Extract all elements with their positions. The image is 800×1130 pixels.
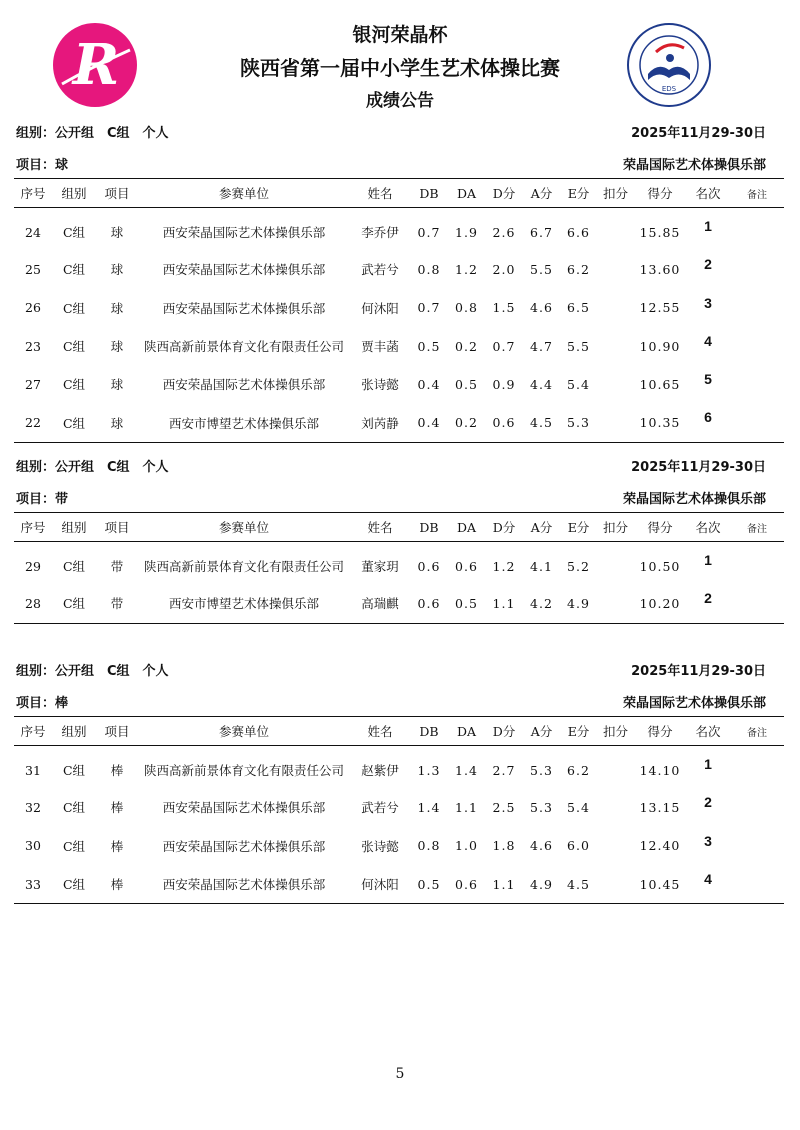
col-group: C组 [52, 403, 96, 442]
col-e: 5.5 [567, 338, 590, 354]
col-name: 张诗懿 [361, 838, 399, 854]
col-rank: 2 [704, 256, 712, 273]
col-db: 0.6 [410, 584, 448, 623]
column-header: 姓名 [350, 717, 410, 746]
column-header: 组别 [52, 513, 96, 542]
table-row [14, 746, 784, 789]
column-header: 名次 [686, 513, 730, 542]
column-header: 序号 [14, 717, 52, 746]
col-db: 0.6 [417, 558, 441, 574]
col-rank: 4 [704, 332, 712, 349]
col-a: 4.5 [523, 403, 560, 442]
col-name: 赵紫伊 [361, 763, 399, 779]
col-group: C组 [62, 262, 86, 278]
col-item: 带 [96, 584, 138, 623]
col-rank: 5 [704, 371, 712, 388]
column-header: 参赛单位 [138, 179, 350, 208]
col-no: 22 [14, 403, 52, 442]
col-d: 2.7 [492, 762, 516, 778]
section-meta [14, 448, 784, 480]
results-section-clubs [14, 652, 784, 904]
col-unit: 西安荣晶国际艺术体操俱乐部 [162, 800, 326, 816]
col-e: 5.4 [567, 799, 590, 815]
col-score: 12.55 [639, 300, 681, 316]
col-deduction [597, 327, 634, 365]
col-group: C组 [52, 584, 96, 623]
col-name: 刘芮静 [350, 403, 410, 442]
col-item: 棒 [110, 838, 124, 854]
col-name: 董家玥 [361, 559, 399, 575]
section-meta [14, 652, 784, 684]
col-score: 10.35 [634, 403, 686, 442]
col-rank: 3 [704, 832, 712, 849]
col-no: 30 [25, 838, 41, 854]
col-a: 5.3 [530, 799, 553, 815]
col-deduction [597, 746, 634, 789]
col-name: 武若兮 [361, 262, 399, 278]
organizer-label: 荣晶国际艺术体操俱乐部 [622, 696, 766, 711]
table-row [14, 865, 784, 904]
column-header: DB [410, 717, 448, 746]
column-header: 得分 [634, 179, 686, 208]
col-unit: 陕西高新前景体育文化有限责任公司 [143, 339, 344, 355]
col-da: 1.0 [455, 838, 478, 854]
col-unit: 陕西高新前景体育文化有限责任公司 [143, 559, 344, 575]
col-d: 0.7 [492, 338, 516, 354]
section-meta-event [14, 146, 784, 178]
col-rank: 2 [686, 584, 730, 623]
col-group: C组 [62, 800, 86, 816]
col-group: C组 [62, 838, 86, 854]
column-header: 备注 [730, 717, 784, 746]
date-label: 2025年11月29-30日 [631, 460, 766, 475]
col-unit: 西安荣晶国际艺术体操俱乐部 [162, 377, 326, 393]
col-no: 25 [25, 261, 41, 277]
col-note [730, 746, 784, 789]
col-unit: 西安市博望艺术体操俱乐部 [138, 403, 350, 442]
logo-right-text: EDS [661, 85, 677, 93]
section-meta-event [14, 684, 784, 716]
col-name: 何沐阳 [350, 865, 410, 904]
col-d: 1.1 [485, 865, 523, 904]
col-unit: 西安市博望艺术体操俱乐部 [138, 584, 350, 623]
section-meta-event [14, 480, 784, 512]
col-item: 棒 [110, 763, 124, 779]
column-header: DB [410, 179, 448, 208]
organizer-label: 荣晶国际艺术体操俱乐部 [622, 158, 766, 173]
column-header: A分 [523, 717, 560, 746]
table-row [14, 289, 784, 327]
column-header: 项目 [96, 513, 138, 542]
col-group: C组 [62, 300, 86, 316]
column-header: 扣分 [597, 513, 634, 542]
col-deduction [597, 365, 634, 403]
col-score: 14.10 [639, 762, 681, 778]
results-table [14, 178, 784, 443]
table-row [14, 403, 784, 442]
col-rank: 1 [704, 552, 712, 568]
col-e: 5.2 [567, 558, 590, 574]
column-header: 项目 [96, 717, 138, 746]
col-note [730, 250, 784, 288]
column-header: E分 [560, 179, 597, 208]
col-da: 0.2 [455, 338, 478, 354]
col-no: 33 [14, 865, 52, 904]
col-note [730, 289, 784, 327]
col-db: 0.7 [417, 224, 441, 240]
results-table [14, 716, 784, 904]
col-unit: 陕西高新前景体育文化有限责任公司 [143, 763, 344, 779]
col-name: 武若兮 [361, 800, 399, 816]
col-score: 10.45 [634, 865, 686, 904]
table-row [14, 250, 784, 288]
column-header: E分 [560, 513, 597, 542]
col-a: 4.7 [530, 338, 553, 354]
col-item: 球 [110, 225, 124, 241]
col-db: 0.8 [417, 261, 441, 277]
col-score: 10.50 [639, 558, 681, 574]
title-competition: 陕西省第一届中小学生艺术体操比赛 [240, 56, 560, 80]
results-table [14, 512, 784, 624]
column-header: 组别 [52, 179, 96, 208]
col-note [730, 584, 784, 623]
col-da: 0.5 [448, 584, 485, 623]
column-header: 参赛单位 [138, 717, 350, 746]
col-no: 23 [25, 338, 41, 354]
group-label: 组别：公开组 C组 个人 [16, 664, 169, 679]
col-da: 0.8 [455, 300, 478, 316]
col-da: 1.2 [455, 261, 478, 277]
col-unit: 西安荣晶国际艺术体操俱乐部 [162, 300, 326, 316]
col-name: 何沐阳 [361, 300, 399, 316]
col-rank: 1 [704, 756, 712, 772]
col-group: C组 [62, 559, 86, 575]
col-d: 1.5 [492, 300, 516, 316]
table-row [14, 827, 784, 865]
column-header: 项目 [96, 179, 138, 208]
event-label: 项目：球 [16, 158, 69, 173]
table-row [14, 788, 784, 826]
col-e: 5.4 [567, 376, 590, 392]
column-header: A分 [523, 179, 560, 208]
col-no: 26 [25, 300, 41, 316]
column-header: A分 [523, 513, 560, 542]
col-db: 0.5 [410, 865, 448, 904]
col-e: 6.2 [567, 762, 590, 778]
table-header-row [14, 717, 784, 746]
col-group: C组 [62, 763, 86, 779]
column-header: DB [410, 513, 448, 542]
col-d: 2.5 [492, 799, 516, 815]
col-d: 0.6 [485, 403, 523, 442]
table-header-row [14, 513, 784, 542]
col-a: 4.2 [523, 584, 560, 623]
col-unit: 西安荣晶国际艺术体操俱乐部 [162, 225, 326, 241]
col-deduction [597, 865, 634, 904]
column-header: D分 [485, 513, 523, 542]
col-score: 13.15 [639, 799, 681, 815]
col-d: 0.9 [492, 376, 516, 392]
col-d: 2.6 [492, 224, 516, 240]
col-note [730, 208, 784, 251]
organizer-label: 荣晶国际艺术体操俱乐部 [622, 492, 766, 507]
col-name: 高瑞麒 [350, 584, 410, 623]
column-header: DA [448, 513, 485, 542]
col-name: 李乔伊 [361, 225, 399, 241]
column-header: E分 [560, 717, 597, 746]
col-db: 0.4 [410, 403, 448, 442]
col-db: 0.7 [417, 300, 441, 316]
col-a: 4.9 [523, 865, 560, 904]
col-db: 0.8 [417, 838, 441, 854]
col-rank: 6 [686, 403, 730, 442]
title-cup: 银河荣晶杯 [352, 24, 448, 46]
column-header: DA [448, 717, 485, 746]
date-label: 2025年11月29-30日 [631, 664, 766, 679]
section-meta [14, 114, 784, 146]
col-group: C组 [62, 225, 86, 241]
table-row [14, 208, 784, 251]
col-da: 0.2 [448, 403, 485, 442]
col-group: C组 [52, 865, 96, 904]
group-label: 组别：公开组 C组 个人 [16, 460, 169, 475]
col-deduction [597, 827, 634, 865]
col-deduction [597, 542, 634, 585]
col-unit: 西安荣晶国际艺术体操俱乐部 [162, 838, 326, 854]
col-da: 1.4 [455, 762, 478, 778]
col-e: 4.5 [560, 865, 597, 904]
col-db: 1.4 [417, 799, 441, 815]
column-header: 序号 [14, 513, 52, 542]
column-header: 参赛单位 [138, 513, 350, 542]
date-label: 2025年11月29-30日 [631, 126, 766, 141]
column-header: 姓名 [350, 179, 410, 208]
col-da: 1.9 [455, 224, 478, 240]
column-header: D分 [485, 717, 523, 746]
col-item: 球 [110, 377, 124, 393]
title-announcement: 成绩公告 [366, 91, 434, 111]
col-rank: 4 [686, 865, 730, 904]
col-rank: 1 [704, 218, 712, 234]
col-no: 29 [25, 558, 41, 574]
col-group: C组 [62, 377, 86, 393]
col-da: 1.1 [455, 799, 478, 815]
col-item: 球 [110, 339, 124, 355]
column-header: D分 [485, 179, 523, 208]
column-header: 序号 [14, 179, 52, 208]
col-deduction [597, 289, 634, 327]
column-header: 扣分 [597, 179, 634, 208]
col-deduction [597, 250, 634, 288]
col-d: 2.0 [492, 261, 516, 277]
col-d: 1.1 [485, 584, 523, 623]
col-e: 4.9 [560, 584, 597, 623]
col-e: 6.6 [567, 224, 590, 240]
col-db: 1.3 [417, 762, 441, 778]
table-row [14, 584, 784, 623]
event-label: 项目：棒 [16, 696, 69, 711]
col-db: 0.4 [417, 376, 441, 392]
page-header [0, 0, 800, 110]
column-header: 名次 [686, 717, 730, 746]
column-header: 姓名 [350, 513, 410, 542]
col-group: C组 [62, 339, 86, 355]
col-item: 棒 [96, 865, 138, 904]
table-row [14, 542, 784, 585]
col-e: 6.5 [567, 300, 590, 316]
col-deduction [597, 208, 634, 251]
col-deduction [597, 788, 634, 826]
col-e: 6.2 [567, 261, 590, 277]
col-no: 28 [14, 584, 52, 623]
col-note [730, 327, 784, 365]
page-number: 5 [395, 1066, 405, 1082]
col-rank: 2 [704, 794, 712, 811]
col-score: 15.85 [639, 224, 681, 240]
col-item: 带 [110, 559, 124, 575]
table-row [14, 365, 784, 403]
col-a: 4.4 [530, 376, 553, 392]
column-header: DA [448, 179, 485, 208]
col-d: 1.8 [492, 838, 516, 854]
col-a: 4.6 [530, 838, 553, 854]
col-d: 1.2 [492, 558, 516, 574]
col-no: 27 [25, 376, 41, 392]
results-section-ribbon [14, 448, 784, 624]
col-note [730, 365, 784, 403]
col-a: 6.7 [530, 224, 553, 240]
col-unit: 西安荣晶国际艺术体操俱乐部 [138, 865, 350, 904]
table-header-row [14, 179, 784, 208]
col-da: 0.5 [455, 376, 478, 392]
col-score: 13.60 [639, 261, 681, 277]
column-header: 得分 [634, 513, 686, 542]
col-a: 4.1 [530, 558, 553, 574]
col-score: 10.65 [639, 376, 681, 392]
table-row [14, 327, 784, 365]
col-note [730, 542, 784, 585]
col-no: 32 [25, 799, 41, 815]
column-header: 组别 [52, 717, 96, 746]
col-da: 0.6 [448, 865, 485, 904]
col-unit: 西安荣晶国际艺术体操俱乐部 [162, 262, 326, 278]
col-deduction [597, 403, 634, 442]
col-a: 5.3 [530, 762, 553, 778]
col-note [730, 788, 784, 826]
col-name: 贾丰菡 [361, 339, 399, 355]
col-note [730, 865, 784, 904]
col-name: 张诗懿 [361, 377, 399, 393]
col-item: 球 [110, 300, 124, 316]
col-score: 10.20 [634, 584, 686, 623]
col-db: 0.5 [417, 338, 441, 354]
col-item: 球 [96, 403, 138, 442]
col-e: 6.0 [567, 838, 590, 854]
col-rank: 3 [704, 294, 712, 311]
col-e: 5.3 [560, 403, 597, 442]
col-score: 12.40 [639, 838, 681, 854]
event-label: 项目：带 [16, 492, 69, 507]
column-header: 扣分 [597, 717, 634, 746]
col-a: 4.6 [530, 300, 553, 316]
col-deduction [597, 584, 634, 623]
association-emblem-icon [626, 22, 712, 108]
col-note [730, 403, 784, 442]
column-header: 得分 [634, 717, 686, 746]
col-no: 24 [25, 224, 41, 240]
column-header: 备注 [730, 513, 784, 542]
column-header: 名次 [686, 179, 730, 208]
logo-left-letter: R [72, 32, 120, 98]
col-note [730, 827, 784, 865]
col-item: 棒 [110, 800, 124, 816]
col-da: 0.6 [455, 558, 478, 574]
col-item: 球 [110, 262, 124, 278]
col-no: 31 [25, 762, 41, 778]
col-score: 10.90 [639, 338, 681, 354]
results-section-ball [14, 114, 784, 443]
col-a: 5.5 [530, 261, 553, 277]
group-label: 组别：公开组 C组 个人 [16, 126, 169, 141]
column-header: 备注 [730, 179, 784, 208]
